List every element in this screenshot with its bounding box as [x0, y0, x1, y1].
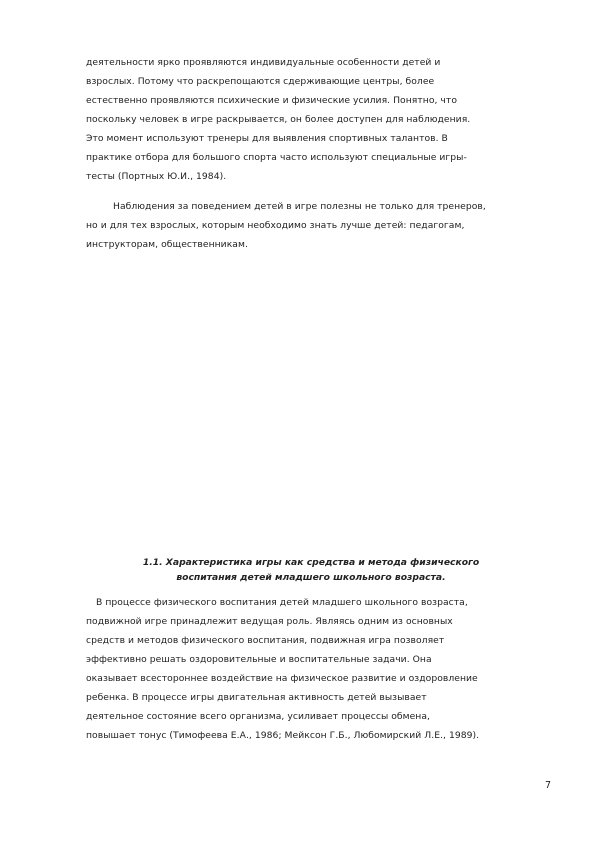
section-body-line-8: повышает тонус (Тимофеева Е.А., 1986; Мейксон Г.Б., Любомирский Л.Е., 1989).	[86, 730, 480, 741]
paragraph-1-line-4: поскольку человек в игре раскрывается, он более доступен для наблюдения.	[86, 114, 471, 125]
paragraph-1-line-1: деятельности ярко проявляются индивидуальные особенности детей и	[86, 57, 441, 68]
section-body-line-4: эффективно решать оздоровительные и воспитательные задачи. Она	[86, 654, 432, 665]
paragraph-2-line-2: но и для тех взрослых, которым необходимо знать лучше детей: педагогам,	[86, 220, 465, 231]
paragraph-2-line-3: инструкторам, общественникам.	[86, 239, 248, 250]
section-body-line-3: средств и методов физического воспитания, подвижная игра позволяет	[86, 635, 445, 646]
section-heading-line-2: воспитания детей младшего школьного возраста.	[176, 572, 446, 583]
paragraph-1-line-6: практике отбора для большого спорта часто используют специальные игры-	[86, 152, 467, 163]
section-body-line-7: деятельное состояние всего организма, усиливает процессы обмена,	[86, 711, 431, 722]
section-body-line-6: ребенка. В процессе игры двигательная активность детей вызывает	[86, 692, 427, 703]
paragraph-2-line-1: Наблюдения за поведением детей в игре полезны не только для тренеров,	[113, 201, 486, 212]
paragraph-1-line-7: тесты (Портных Ю.И., 1984).	[86, 171, 227, 182]
paragraph-1-line-5: Это момент используют тренеры для выявления спортивных талантов. В	[86, 133, 448, 144]
section-body-line-5: оказывает всестороннее воздействие на физическое развитие и оздоровление	[86, 673, 478, 684]
paragraph-1-line-3: естественно проявляются психические и физические усилия. Понятно, что	[86, 95, 457, 106]
section-body-line-1: В процессе физического воспитания детей младшего школьного возраста,	[96, 597, 468, 608]
section-heading-line-1: 1.1. Характеристика игры как средства и метода физического	[142, 557, 480, 568]
paragraph-1-line-2: взрослых. Потому что раскрепощаются сдерживающие центры, более	[86, 76, 435, 87]
page-number: 7	[544, 780, 551, 791]
section-body-line-2: подвижной игре принадлежит ведущая роль. Являясь одним из основных	[86, 616, 453, 627]
